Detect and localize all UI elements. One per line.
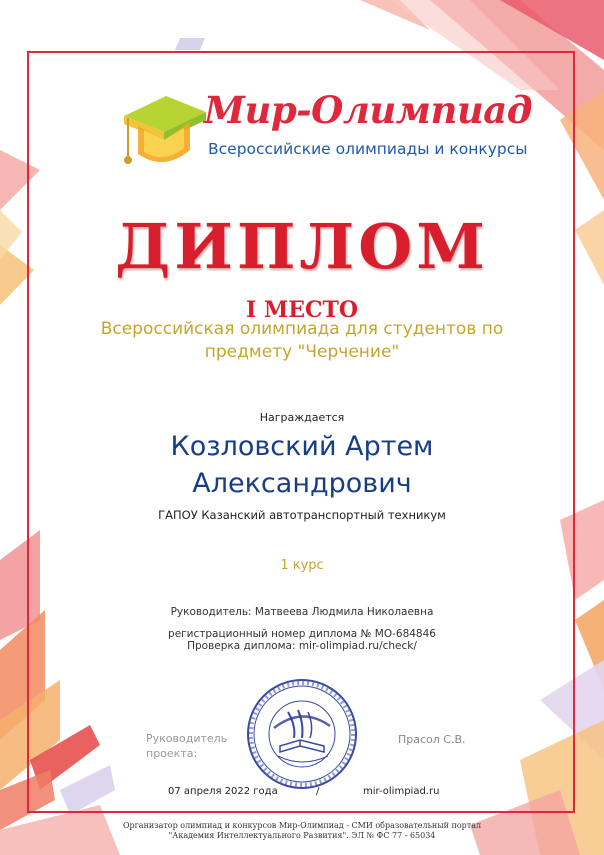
site-url: mir-olimpiad.ru (363, 786, 440, 797)
recipient-name-line-2: Александрович (192, 468, 412, 499)
recipient-name-line-1: Козловский Артем (170, 431, 434, 462)
olympiad-line-1: Всероссийская олимпиада для студентов по (100, 319, 504, 339)
logo-subtitle: Всероссийские олимпиады и конкурсы (208, 140, 528, 158)
awarded-label: Награждается (259, 411, 345, 424)
footer-line-1: Организатор олимпиад и конкурсов Мир-Олимпиад - СМИ образовательный портал (122, 821, 482, 830)
diploma-title: ДИПЛОМ (115, 210, 489, 283)
recipient-name (110, 428, 494, 502)
place-label: I МЕСТО (245, 297, 359, 323)
round-seal-stamp (244, 676, 360, 792)
school-name: ГАПОУ Казанский автотранспортный техникум (158, 508, 446, 522)
project-leader-line-1: Руководитель (146, 732, 228, 745)
logo-title: Мир-Олимпиад (204, 88, 532, 132)
registration-number: регистрационный номер диплома № МО-684846 (168, 628, 436, 640)
separator: / (316, 786, 320, 797)
graduation-cap-icon (118, 88, 208, 180)
olympiad-line-2: предмету "Черчение" (204, 342, 400, 362)
olympiad-name (70, 318, 534, 364)
mir-olimpiad-logo (118, 88, 532, 180)
footer-line-2: "Академия Интеллектуального Развития". ЭЛ № ФС 77 - 65034 (168, 831, 436, 840)
supervisor-line: Руководитель: Матвеева Людмила Николаевна (170, 606, 434, 618)
signer-name: Прасол С.В. (398, 733, 466, 746)
project-leader-line-2: проекта: (146, 747, 198, 760)
issue-date: 07 апреля 2022 года (168, 786, 278, 797)
course-label: 1 курс (280, 558, 324, 573)
verification-line: Проверка диплома: mir-olimpiad.ru/check/ (187, 640, 417, 652)
project-leader-label (146, 731, 227, 761)
organizer-footer (0, 821, 604, 841)
